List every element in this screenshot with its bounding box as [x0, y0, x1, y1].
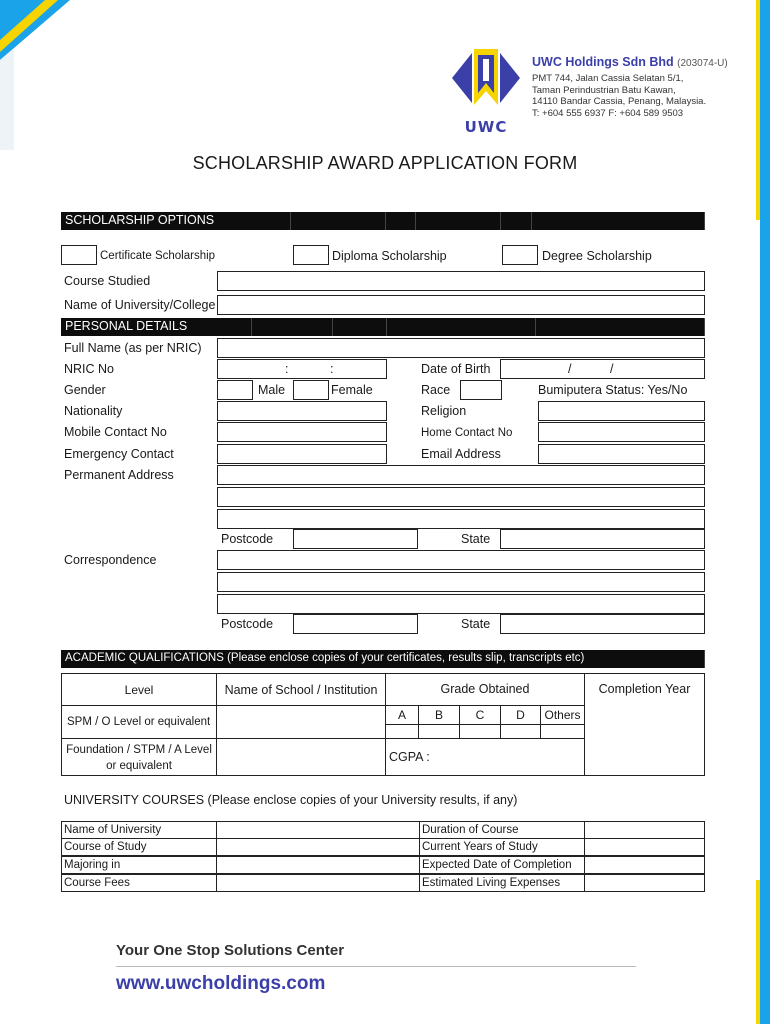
correspondence-state-label: State [461, 617, 491, 631]
email-label: Email Address [421, 447, 501, 461]
dob-field[interactable] [500, 359, 705, 379]
uc-label-course-of-study: Course of Study [61, 838, 217, 856]
dob-label: Date of Birth [421, 362, 491, 376]
uc-label-expected-completion: Expected Date of Completion [419, 856, 585, 874]
correspondence-line-1[interactable] [217, 550, 705, 570]
footer-tagline: Your One Stop Solutions Center [116, 942, 345, 959]
uc-duration-field[interactable] [584, 821, 705, 839]
degree-scholarship-checkbox[interactable] [502, 245, 538, 265]
spm-grade-a-field[interactable] [385, 724, 419, 739]
address-line-2: Taman Perindustrian Batu Kawan, [532, 84, 676, 96]
religion-label: Religion [421, 404, 467, 418]
university-courses-title: UNIVERSITY COURSES (Please enclose copies of your University results, if any) [64, 793, 518, 807]
company-reg-no: (203074-U) [677, 58, 728, 69]
section-bar-personal [61, 318, 705, 336]
university-label: Name of University/College [64, 298, 216, 312]
diploma-scholarship-checkbox[interactable] [293, 245, 329, 265]
religion-field[interactable] [538, 401, 705, 421]
uc-label-living-expenses: Estimated Living Expenses [419, 874, 585, 892]
email-field[interactable] [538, 444, 705, 464]
uc-expected-completion-field[interactable] [584, 856, 705, 874]
uc-label-current-years: Current Years of Study [419, 838, 585, 856]
uc-course-of-study-field[interactable] [216, 838, 420, 856]
permanent-address-line-3[interactable] [217, 509, 705, 529]
correspondence-state-field[interactable] [500, 614, 705, 634]
nric-separator-2: : [330, 362, 334, 376]
full-name-label: Full Name (as per NRIC) [64, 341, 202, 355]
certificate-scholarship-label: Certificate Scholarship [100, 250, 216, 262]
grade-header: Grade Obtained [440, 682, 530, 696]
spm-level-cell [61, 705, 217, 739]
nric-field[interactable] [217, 359, 387, 379]
home-contact-label: Home Contact No [421, 427, 513, 439]
race-label: Race [421, 383, 451, 397]
spm-grade-c-field[interactable] [459, 724, 501, 739]
full-name-field[interactable] [217, 338, 705, 358]
grade-others-header: Others [540, 705, 585, 725]
section-title-scholarship: SCHOLARSHIP OPTIONS [65, 213, 215, 227]
certificate-scholarship-checkbox[interactable] [61, 245, 97, 265]
address-line-1: PMT 744, Jalan Cassia Selatan 5/1, [532, 73, 684, 84]
logo-text: UWC [464, 118, 508, 136]
address-line-3: 14110 Bandar Cassia, Penang, Malaysia. [532, 96, 707, 107]
correspondence-postcode-field[interactable] [293, 614, 418, 634]
dob-separator-2: / [610, 362, 614, 376]
foundation-level-label-2: or equivalent [106, 760, 172, 772]
uc-row-1 [61, 821, 705, 839]
nric-label: NRIC No [64, 362, 115, 376]
permanent-state-field[interactable] [500, 529, 705, 549]
grade-b-header: B [418, 705, 460, 725]
spm-school-field[interactable] [216, 705, 386, 739]
section-title-personal: PERSONAL DETAILS [65, 319, 188, 333]
correspondence-label: Correspondence [64, 553, 157, 567]
correspondence-line-3[interactable] [217, 594, 705, 614]
nationality-label: Nationality [64, 404, 123, 418]
company-logo [450, 45, 522, 135]
permanent-postcode-label: Postcode [221, 532, 274, 546]
uc-label-name-of-university: Name of University [61, 821, 217, 839]
uc-majoring-in-field[interactable] [216, 856, 420, 874]
completion-header-cell [584, 673, 705, 776]
footer-website[interactable]: www.uwcholdings.com [116, 973, 326, 994]
course-studied-field[interactable] [217, 271, 705, 291]
nric-separator-1: : [285, 362, 289, 376]
permanent-address-line-1[interactable] [217, 465, 705, 485]
section-bar-scholarship [61, 212, 705, 230]
grade-c-header: C [459, 705, 501, 725]
gender-label: Gender [64, 383, 106, 397]
spm-grade-b-field[interactable] [418, 724, 460, 739]
footer-divider [116, 966, 636, 967]
diploma-scholarship-label: Diploma Scholarship [332, 249, 447, 263]
uc-course-fees-field[interactable] [216, 874, 420, 892]
dob-separator-1: / [568, 362, 572, 376]
uc-current-years-field[interactable] [584, 838, 705, 856]
cgpa-label: CGPA : [389, 750, 430, 764]
uc-label-course-fees: Course Fees [61, 874, 217, 892]
female-label: Female [331, 383, 373, 397]
company-phone-fax: T: +604 555 6937 F: +604 589 9503 [532, 107, 684, 119]
spm-grade-others-field[interactable] [540, 724, 585, 739]
logo-mark-icon [450, 45, 522, 111]
uc-name-of-university-field[interactable] [216, 821, 420, 839]
section-title-academic: ACADEMIC QUALIFICATIONS (Please enclose copies of your certificates, results slip, transcripts etc) [65, 652, 585, 664]
permanent-address-line-2[interactable] [217, 487, 705, 507]
home-contact-field[interactable] [538, 422, 705, 442]
uc-label-duration: Duration of Course [419, 821, 585, 839]
course-studied-label: Course Studied [64, 274, 151, 288]
foundation-level-label-1: Foundation / STPM / A Level [66, 744, 212, 756]
uc-label-majoring-in: Majoring in [61, 856, 217, 874]
company-name: UWC Holdings Sdn Bhd [532, 55, 674, 69]
form-title: SCHOLARSHIP AWARD APPLICATION FORM [192, 153, 578, 173]
uc-row-2 [61, 838, 705, 856]
bumiputera-label: Bumiputera Status: Yes/No [538, 383, 688, 397]
permanent-address-label: Permanent Address [64, 468, 174, 482]
completion-header: Completion Year [598, 682, 691, 696]
spm-level-label: SPM / O Level or equivalent [67, 716, 211, 728]
cgpa-cell[interactable] [385, 738, 585, 776]
male-checkbox[interactable] [217, 380, 253, 400]
mobile-field[interactable] [217, 422, 387, 442]
university-field[interactable] [217, 295, 705, 315]
emergency-field[interactable] [217, 444, 387, 464]
female-checkbox[interactable] [293, 380, 329, 400]
male-label: Male [258, 383, 286, 397]
emergency-label: Emergency Contact [64, 447, 174, 461]
level-header: Level [61, 673, 217, 706]
nationality-field[interactable] [217, 401, 387, 421]
degree-scholarship-label: Degree Scholarship [542, 249, 652, 263]
corner-decoration [0, 0, 70, 150]
mobile-label: Mobile Contact No [64, 425, 167, 439]
correspondence-line-2[interactable] [217, 572, 705, 592]
uc-living-expenses-field[interactable] [584, 874, 705, 892]
foundation-level-cell [61, 738, 217, 776]
race-field[interactable] [460, 380, 502, 400]
spm-grade-d-field[interactable] [500, 724, 541, 739]
permanent-state-label: State [461, 532, 491, 546]
correspondence-postcode-label: Postcode [221, 617, 274, 631]
company-details [532, 55, 728, 119]
grade-d-header: D [500, 705, 541, 725]
uc-row-3 [61, 856, 705, 874]
grade-a-header: A [385, 705, 419, 725]
foundation-school-field[interactable] [216, 738, 386, 776]
grade-header-cell [385, 673, 585, 706]
uc-row-4 [61, 874, 705, 892]
school-header: Name of School / Institution [216, 673, 386, 706]
section-bar-academic [61, 650, 705, 668]
permanent-postcode-field[interactable] [293, 529, 418, 549]
